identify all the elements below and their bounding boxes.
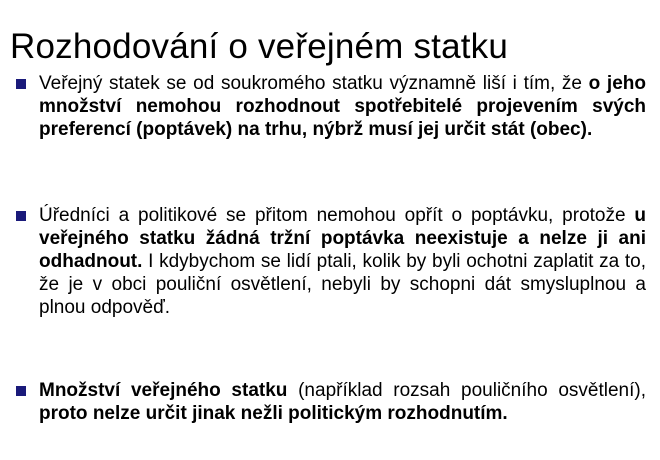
bullet-item	[16, 379, 646, 425]
square-bullet-icon	[16, 386, 26, 396]
text-run-bold: Množství veřejného statku	[39, 380, 288, 401]
text-run: I kdybychom se lidí ptali, kolik by byli ochotni zaplatit za to, že je v obci pouliční osvětlení, nebyli by schopni dát smysluplnou a plnou odpověď.	[39, 251, 646, 318]
square-bullet-icon	[16, 79, 26, 89]
bullet-text	[39, 72, 646, 141]
bullet-item	[16, 72, 646, 141]
page-title: Rozhodování o veřejném statku	[10, 27, 509, 67]
text-run: (například rozsah pouličního osvětlení),	[287, 380, 646, 401]
bullet-text	[39, 379, 646, 425]
bullet-item	[16, 204, 646, 319]
text-run-bold: proto nelze určit jinak nežli politickým rozhodnutím.	[39, 403, 508, 424]
text-run: Veřejný statek se od soukromého statku významně liší i tím, že	[39, 73, 589, 94]
bullet-text	[39, 204, 646, 319]
text-run-bold: u veřejného statku žádná tržní poptávka neexistuje a nelze ji ani odhadnout.	[39, 205, 646, 272]
square-bullet-icon	[16, 211, 26, 221]
text-run: Úředníci a politikové se přitom nemohou opřít o poptávku, protože	[39, 205, 635, 226]
text-run-bold: o jeho množství nemohou rozhodnout spotřebitelé projevením svých preferencí (poptávek) na trhu, nýbrž musí jej určit stát (obec).	[39, 73, 646, 140]
